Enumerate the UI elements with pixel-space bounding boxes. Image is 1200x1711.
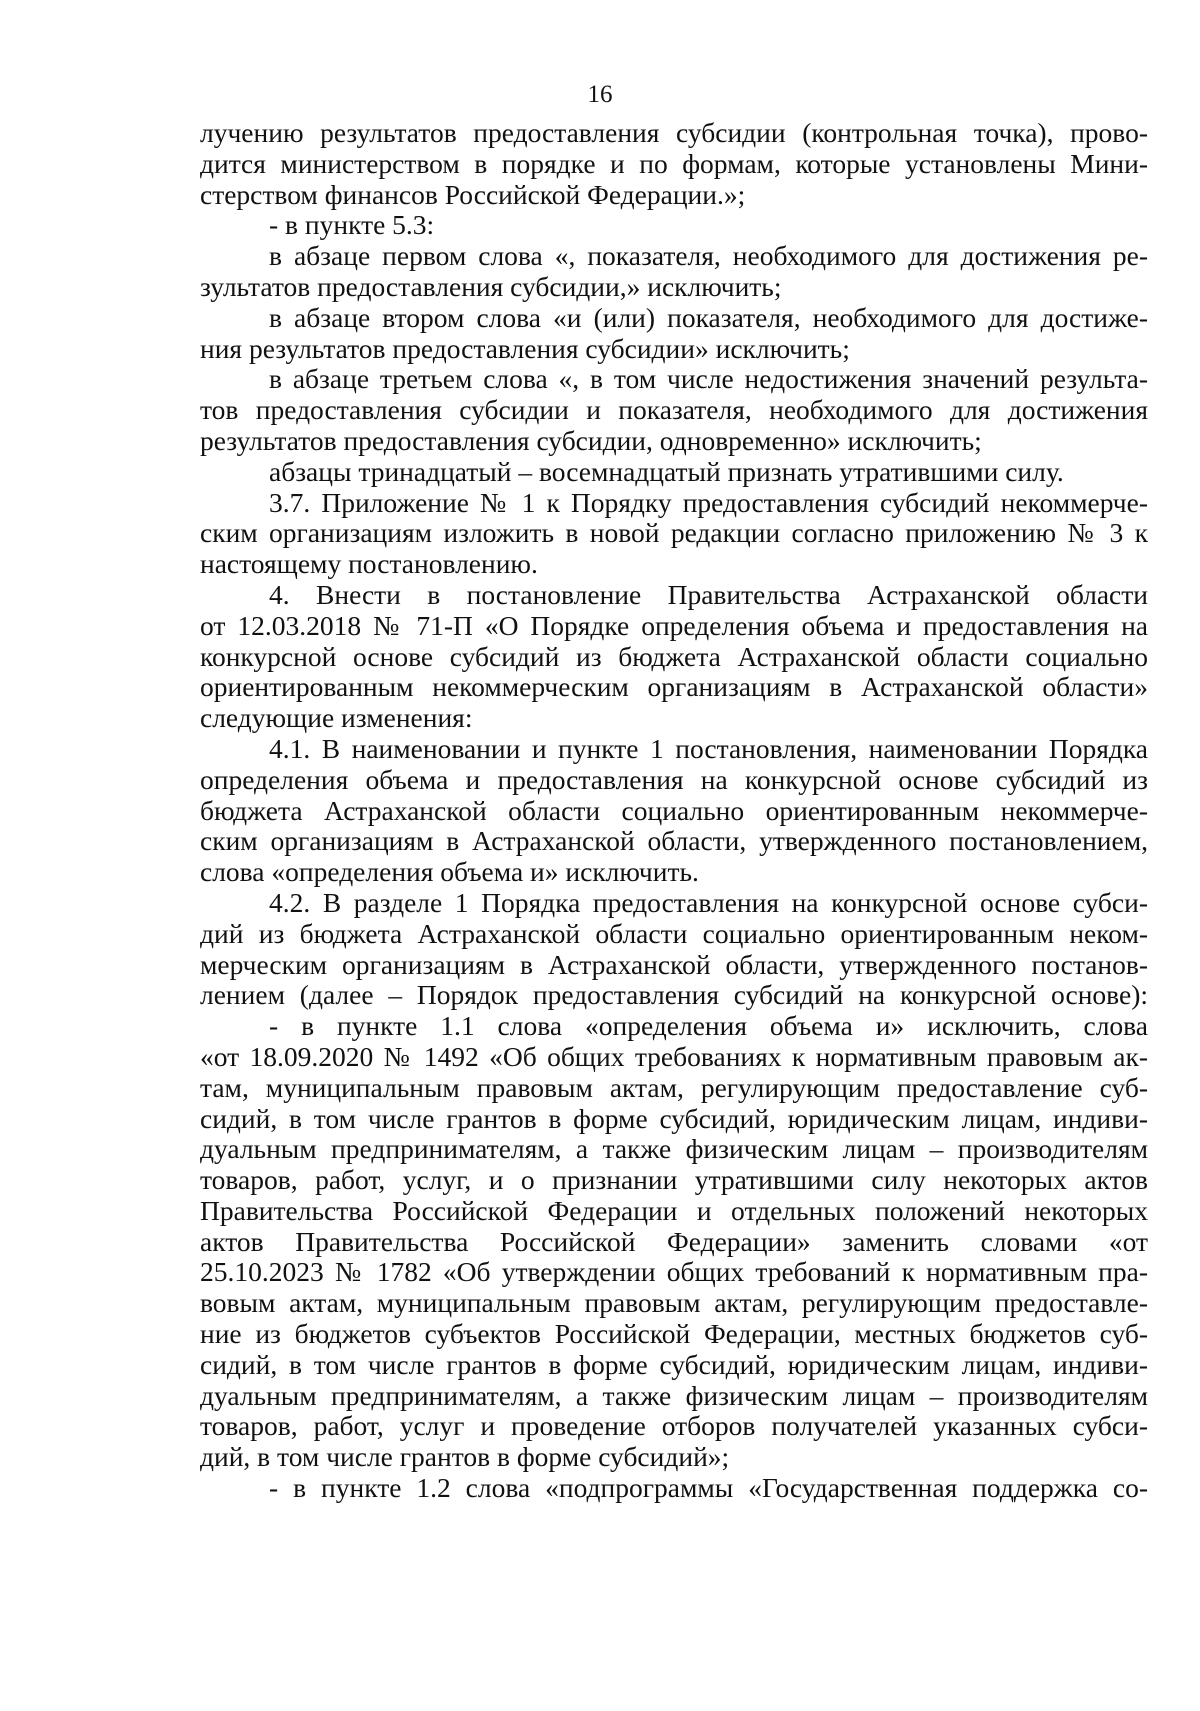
- text-line: зультатов предоставления субсидии,» исключить;: [200, 270, 782, 302]
- text-line: в абзаце первом слова «, показателя, необходимого для достижения ре-: [269, 241, 1148, 272]
- text-line: бюджета Астраханской области социально ориентированным некоммерче-: [200, 795, 1148, 826]
- text-line: 4. Внести в постановление Правительства Астраханской области: [269, 579, 1148, 610]
- text-line: - в пункте 1.1 слова «определения объема и» исключить, слова: [269, 1011, 1148, 1042]
- text-line: абзацы тринадцатый – восемнадцатый признать утратившими силу.: [269, 455, 1064, 487]
- text-line: следующие изменения:: [200, 702, 473, 734]
- text-line: дий из бюджета Астраханской области социально ориентированным неком-: [200, 918, 1148, 949]
- text-line: - в пункте 5.3:: [269, 209, 435, 241]
- text-line: сидий, в том числе грантов в форме субсидий, юридическим лицам, индиви-: [200, 1103, 1148, 1134]
- text-line: ния результатов предоставления субсидии» исключить;: [200, 332, 850, 364]
- text-line: - в пункте 1.2 слова «подпрограммы «Государственная поддержка со-: [269, 1473, 1148, 1504]
- text-line: ским организациям в Астраханской области, утвержденного постановлением,: [200, 826, 1148, 857]
- text-line: результатов предоставления субсидии, одновременно» исключить;: [200, 424, 982, 456]
- text-line: настоящему постановлению.: [200, 548, 538, 580]
- text-line: мерческим организациям в Астраханской области, утвержденного постанов-: [200, 949, 1148, 980]
- text-line: дуальным предпринимателям, а также физическим лицам – производителям: [200, 1380, 1148, 1411]
- text-line: 4.2. В разделе 1 Порядка предоставления на конкурсной основе субси-: [269, 887, 1148, 918]
- text-line: в абзаце втором слова «и (или) показателя, необходимого для достиже-: [269, 302, 1148, 333]
- text-line: ориентированным некоммерческим организациям в Астраханской области»: [200, 672, 1148, 703]
- text-line: от 12.03.2018 № 71-П «О Порядке определения объема и предоставления на: [200, 610, 1148, 641]
- text-line: товаров, работ, услуг, и о признании утратившими силу некоторых актов: [200, 1165, 1148, 1196]
- text-line: ние из бюджетов субъектов Российской Федерации, местных бюджетов суб-: [200, 1319, 1148, 1350]
- text-line: 4.1. В наименовании и пункте 1 постановления, наименовании Порядка: [269, 733, 1148, 764]
- text-line: дуальным предпринимателям, а также физическим лицам – производителям: [200, 1134, 1148, 1165]
- text-line: определения объема и предоставления на конкурсной основе субсидий из: [200, 764, 1148, 795]
- text-line: дится министерством в порядке и по формам, которые установлены Мини-: [200, 148, 1148, 179]
- text-line: вовым актам, муниципальным правовым актам, регулирующим предоставле-: [200, 1288, 1148, 1319]
- text-line: «от 18.09.2020 № 1492 «Об общих требованиях к нормативным правовым ак-: [200, 1041, 1148, 1072]
- text-line: стерством финансов Российской Федерации.»;: [200, 178, 746, 210]
- text-line: лучению результатов предоставления субсидии (контрольная точка), прово-: [200, 118, 1148, 148]
- text-line: 25.10.2023 № 1782 «Об утверждении общих требований к нормативным пра-: [200, 1257, 1148, 1288]
- text-line: дий, в том числе грантов в форме субсидий»;: [200, 1441, 730, 1473]
- text-line: ским организациям изложить в новой редакции согласно приложению № 3 к: [200, 518, 1148, 549]
- text-line: там, муниципальным правовым актам, регулирующим предоставление суб-: [200, 1072, 1148, 1103]
- text-line: лением (далее – Порядок предоставления субсидий на конкурсной основе):: [200, 980, 1148, 1011]
- text-line: товаров, работ, услуг и проведение отборов получателей указанных субси-: [200, 1411, 1148, 1442]
- text-line: актов Правительства Российской Федерации» заменить словами «от: [200, 1226, 1148, 1257]
- text-line: в абзаце третьем слова «, в том числе недостижения значений результа-: [269, 364, 1148, 395]
- text-line: 3.7. Приложение № 1 к Порядку предоставления субсидий некоммерче-: [269, 487, 1148, 518]
- text-line: слова «определения объема и» исключить.: [200, 856, 699, 888]
- document-body: [200, 118, 1148, 1504]
- text-line: сидий, в том числе грантов в форме субсидий, юридическим лицам, индиви-: [200, 1349, 1148, 1380]
- text-line: Правительства Российской Федерации и отдельных положений некоторых: [200, 1195, 1148, 1226]
- text-line: тов предоставления субсидии и показателя, необходимого для достижения: [200, 395, 1148, 426]
- page-number: 16: [587, 81, 613, 108]
- text-line: конкурсной основе субсидий из бюджета Астраханской области социально: [200, 641, 1148, 672]
